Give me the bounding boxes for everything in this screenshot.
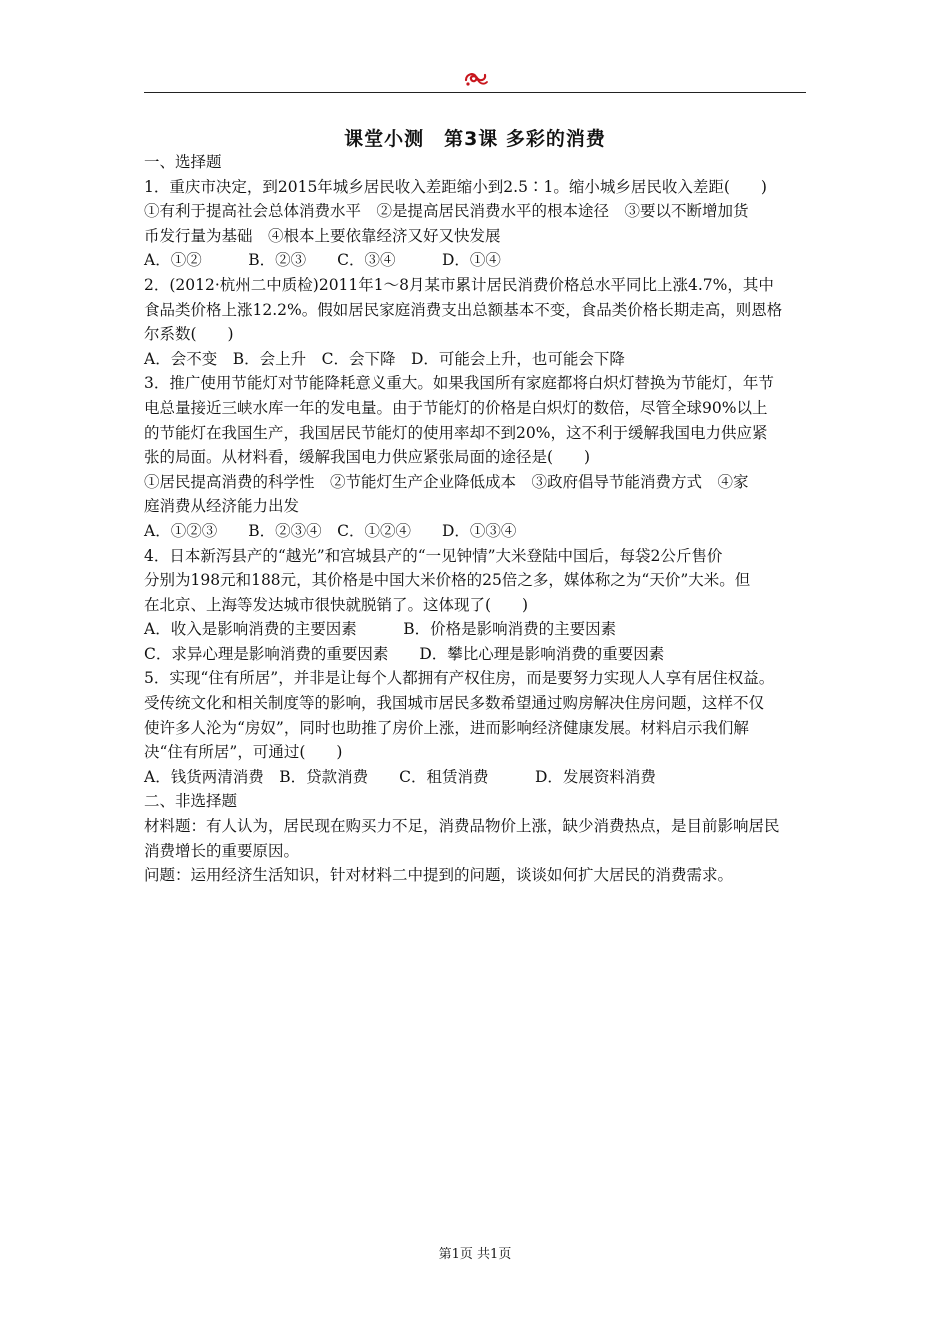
text-line: 4．日本新泻县产的“越光”和宫城县产的“一见钟情”大米登陆中国后，每袋2公斤售价 [144,546,723,565]
text-line: A．①②③ B．②③④ C．①②④ D．①③④ [144,521,517,540]
page-title: 课堂小测 第3课 多彩的消费 [344,128,606,150]
swirl-ornament-icon [460,66,490,90]
text-line: 决“住有所居”，可通过( ) [144,743,343,762]
text-line: A．钱货两清消费 B．贷款消费 C．租赁消费 D．发展资料消费 [144,767,656,786]
text-line: 尔系数( ) [144,325,234,344]
text-line: C．求异心理是影响消费的重要因素 D．攀比心理是影响消费的重要因素 [144,644,665,663]
text-line: 受传统文化和相关制度等的影响，我国城市居民多数希望通过购房解决住房问题，这样不仅 [144,694,765,713]
text-line: ①居民提高消费的科学性 ②节能灯生产企业降低成本 ③政府倡导节能消费方式 ④家 [144,472,749,491]
text-line: 3．推广使用节能灯对节能降耗意义重大。如果我国所有家庭都将白炽灯替换为节能灯，年节 [144,374,774,393]
text-line: A．会不变 B．会上升 C．会下降 D．可能会上升，也可能会下降 [144,349,625,368]
text-line: 的节能灯在我国生产，我国居民节能灯的使用率却不到20%，这不利于缓解我国电力供应紧 [144,423,768,442]
text-line: 问题：运用经济生活知识，针对材料二中提到的问题，谈谈如何扩大居民的消费需求。 [144,866,734,885]
text-line: 食品类价格上涨12.2%。假如居民家庭消费支出总额基本不变，食品类价格长期走高，则恩格 [144,300,783,319]
header-rule [144,92,806,93]
text-line: 分别为198元和188元，其价格是中国大米价格的25倍之多，媒体称之为“天价”大米。但 [144,571,751,590]
text-line: 使许多人沦为“房奴”，同时也助推了房价上涨，进而影响经济健康发展。材料启示我们解 [144,718,749,737]
text-line: 庭消费从经济能力出发 [144,497,300,516]
text-line: 电总量接近三峡水库一年的发电量。由于节能灯的价格是白炽灯的数倍，尽管全球90%以上 [144,398,768,417]
text-line: 在北京、上海等发达城市很快就脱销了。这体现了( ) [144,595,529,614]
text-line: 5．实现“住有所居”，并非是让每个人都拥有产权住房，而是要努力实现人人享有居住权益。 [144,669,775,688]
text-line: 消费增长的重要原因。 [144,841,300,860]
text-line: 二、非选择题 [144,792,238,811]
text-line: A．收入是影响消费的主要因素 B．价格是影响消费的主要因素 [144,620,617,639]
text-line: 张的局面。从材料看，缓解我国电力供应紧张局面的途径是( ) [144,448,591,467]
page-footer: 第1页 共1页 [438,1247,512,1262]
text-line: 2．(2012·杭州二中质检)2011年1～8月某市累计居民消费价格总水平同比上涨4.7%，其中 [144,275,774,294]
text-line: 币发行量为基础 ④根本上要依靠经济又好又快发展 [144,226,501,245]
document-body [144,150,824,888]
text-line: 1．重庆市决定，到2015年城乡居民收入差距缩小到2.5∶1。缩小城乡居民收入差距( ) [144,177,767,196]
text-line: 一、选择题 [144,153,222,171]
text-line: A．①② B．②③ C．③④ D．①④ [144,251,501,270]
text-line: ①有利于提高社会总体消费水平 ②是提高居民消费水平的根本途径 ③要以不断增加货 [144,202,749,221]
text-line: 材料题：有人认为，居民现在购买力不足，消费品物价上涨，缺少消费热点，是目前影响居民 [144,817,780,836]
